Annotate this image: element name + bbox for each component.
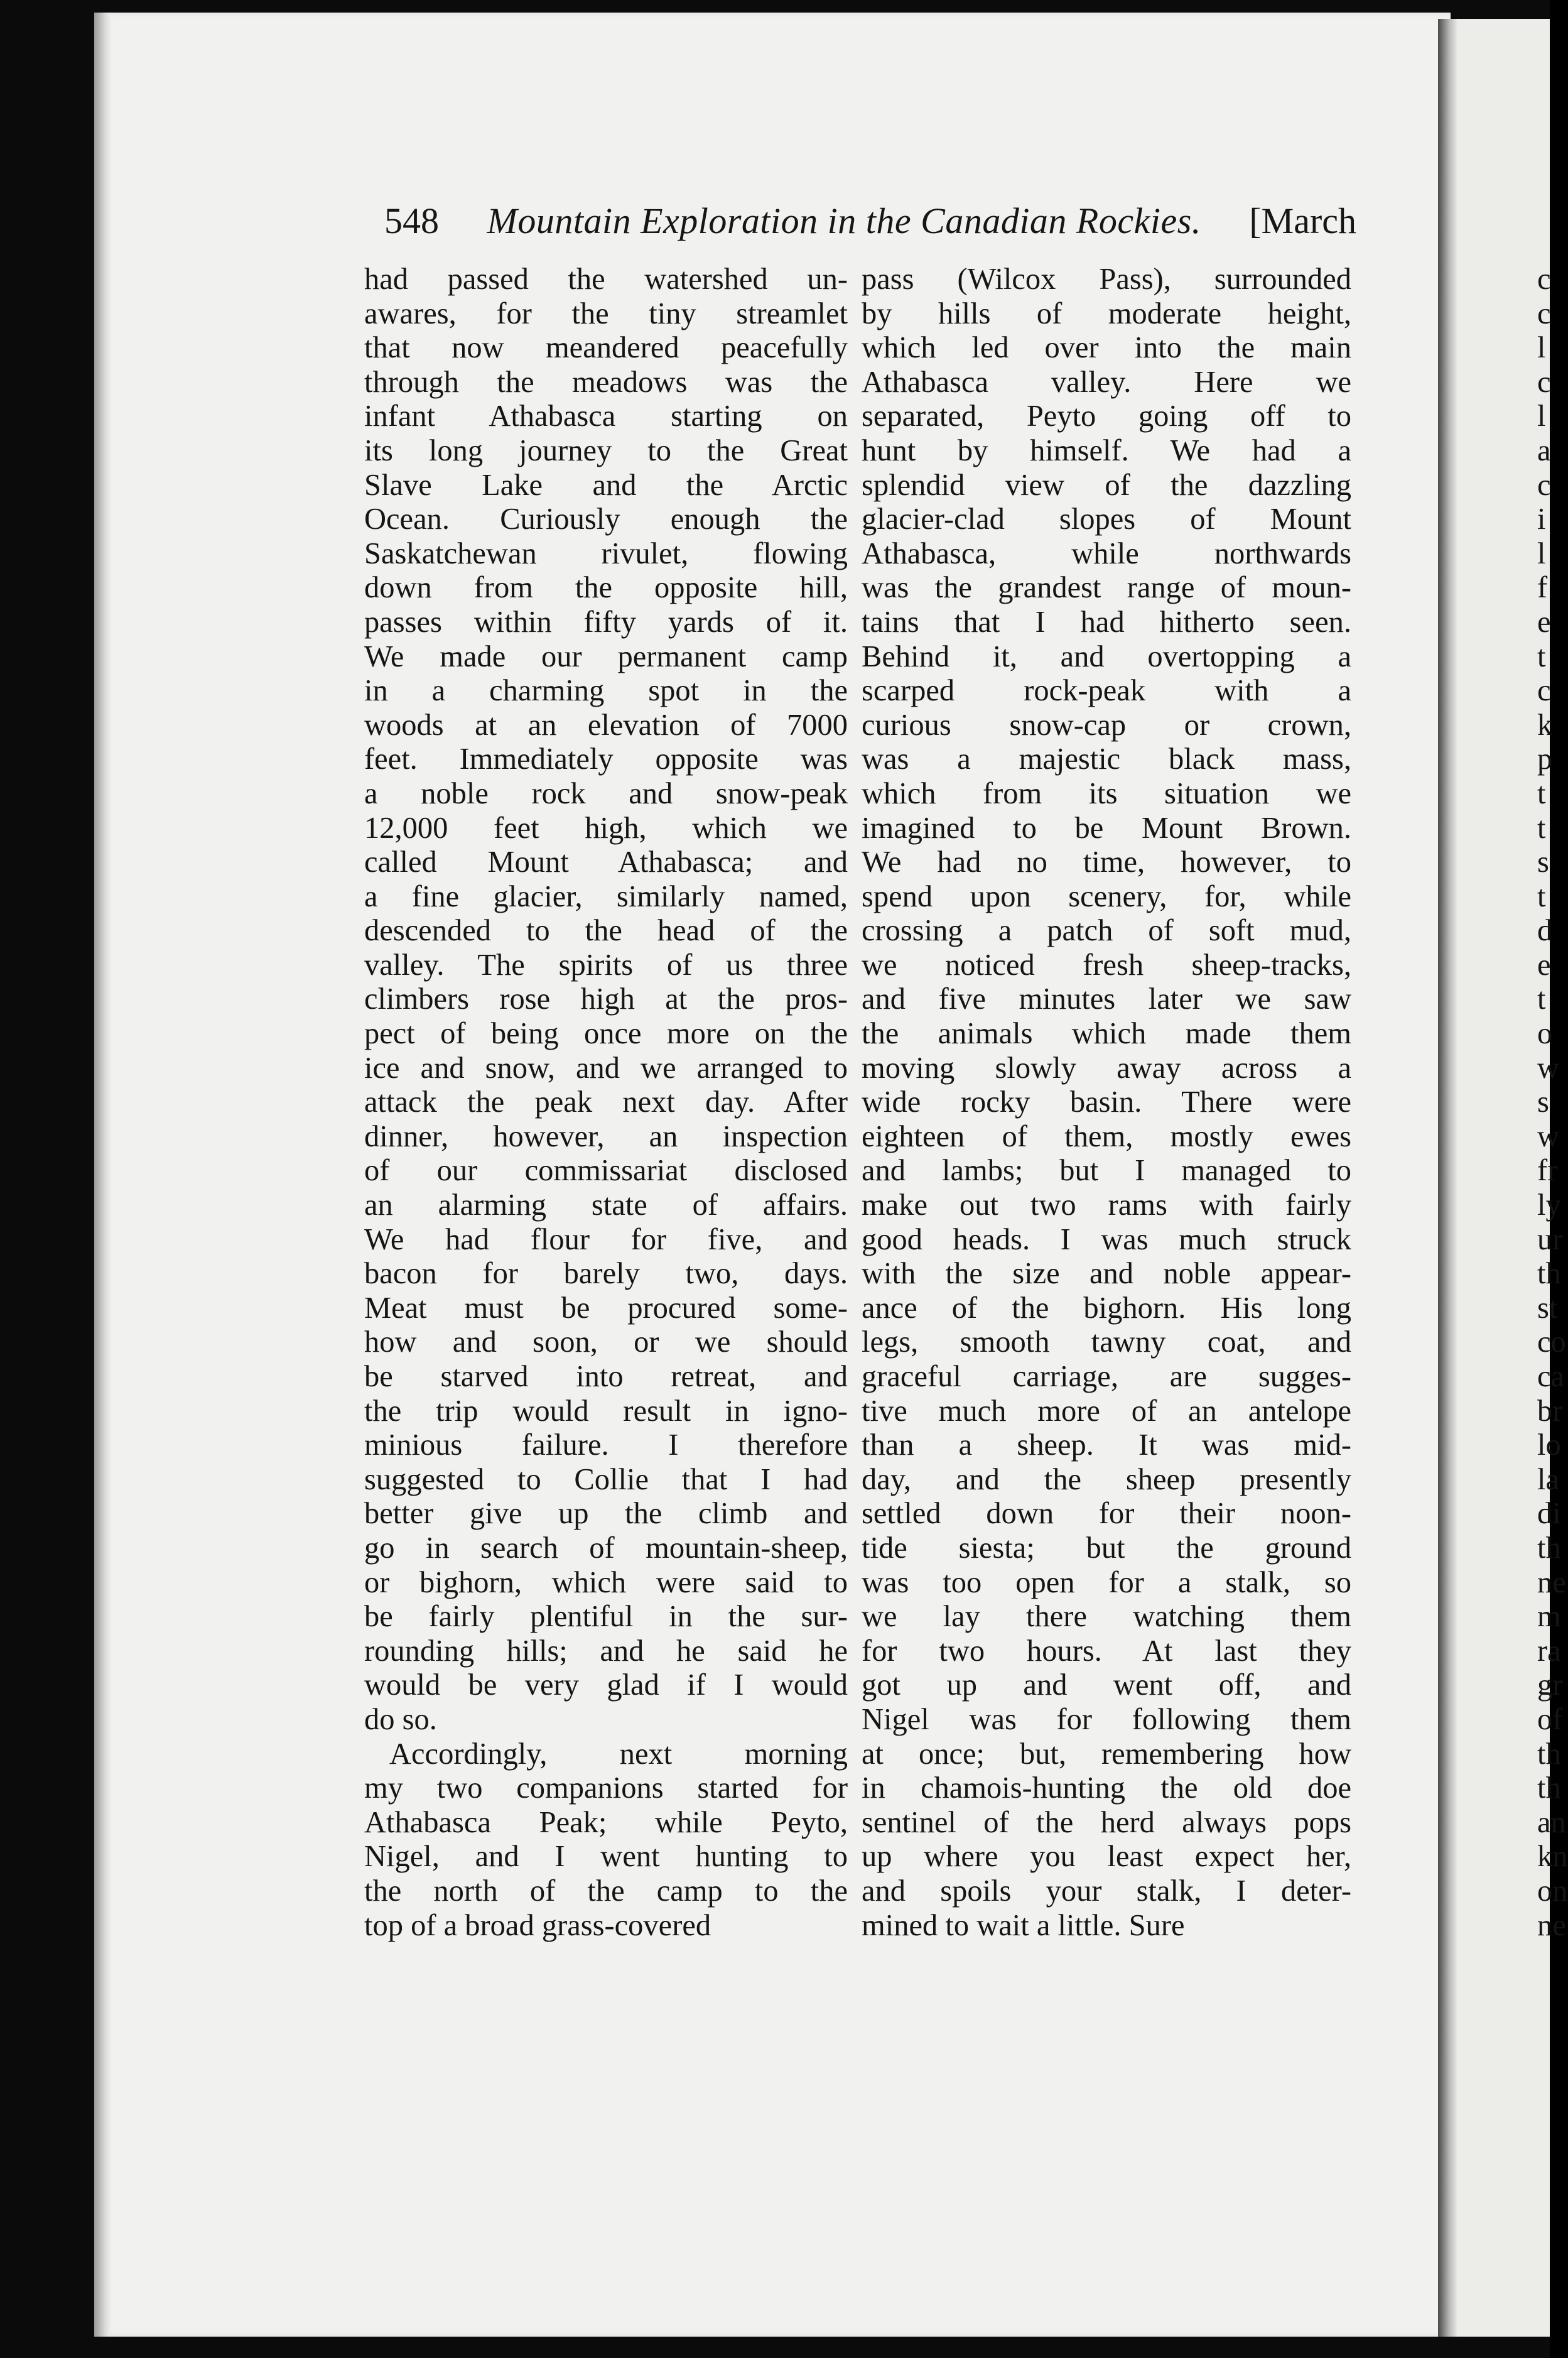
text-line: a fine glacier, similarly named, xyxy=(364,879,848,913)
facing-line-fragment: t xyxy=(1537,776,1546,810)
facing-line-fragment: l xyxy=(1537,399,1546,433)
text-line: moving slowly away across a xyxy=(862,1051,1351,1085)
facing-line-fragment: t xyxy=(1537,639,1546,673)
text-line: crossing a patch of soft mud, xyxy=(862,914,1351,948)
text-line: We had flour for five, and xyxy=(364,1222,848,1256)
text-line: a noble rock and snow-peak xyxy=(364,776,848,810)
text-line: curious snow-cap or crown, xyxy=(862,708,1351,742)
facing-page-text xyxy=(1537,263,1568,1943)
facing-line-fragment: e xyxy=(1537,948,1551,982)
text-line: minious failure. I therefore xyxy=(364,1428,848,1462)
text-line: Athabasca, while northwards xyxy=(862,536,1351,570)
text-line: at once; but, remembering how xyxy=(862,1737,1351,1771)
text-line: and five minutes later we saw xyxy=(862,982,1351,1016)
facing-line-fragment: t xyxy=(1537,811,1546,845)
facing-line-fragment: e xyxy=(1537,605,1551,639)
text-line: than a sheep. It was mid- xyxy=(862,1428,1351,1462)
text-line: descended to the head of the xyxy=(364,914,848,948)
text-line: with the size and noble appear- xyxy=(862,1257,1351,1291)
facing-line-fragment: p xyxy=(1537,742,1553,776)
text-line: Nigel was for following them xyxy=(862,1702,1351,1736)
text-line: Accordingly, next morning xyxy=(389,1737,848,1771)
facing-line-fragment: lo xyxy=(1537,1428,1561,1462)
facing-line-fragment: s xyxy=(1537,845,1549,879)
facing-line-fragment: kn xyxy=(1537,1840,1568,1874)
text-line: glacier-clad slopes of Mount xyxy=(862,503,1351,536)
facing-line-fragment: ca xyxy=(1537,1360,1565,1393)
text-line: the trip would result in igno- xyxy=(364,1394,848,1428)
text-line: feet. Immediately opposite was xyxy=(364,742,848,776)
text-line: dinner, however, an inspection xyxy=(364,1119,848,1153)
text-line: my two companions started for xyxy=(364,1771,848,1805)
facing-line-fragment: d xyxy=(1537,914,1553,948)
text-line: be fairly plentiful in the sur- xyxy=(364,1600,848,1634)
text-line: or bighorn, which were said to xyxy=(364,1565,848,1599)
facing-line-fragment: k xyxy=(1537,708,1553,742)
facing-line-fragment: a xyxy=(1537,433,1551,467)
text-line: how and soon, or we should xyxy=(364,1325,848,1359)
text-line: by hills of moderate height, xyxy=(862,296,1351,330)
text-line: tive much more of an antelope xyxy=(862,1394,1351,1428)
text-line: Meat must be procured some- xyxy=(364,1291,848,1325)
page-gutter-shadow xyxy=(94,13,111,2337)
text-line: awares, for the tiny streamlet xyxy=(364,296,848,330)
text-line: climbers rose high at the pros- xyxy=(364,982,848,1016)
facing-page-edge xyxy=(1438,19,1457,2337)
text-line: settled down for their noon- xyxy=(862,1497,1351,1531)
text-line: legs, smooth tawny coat, and xyxy=(862,1325,1351,1359)
text-line: in chamois-hunting the old doe xyxy=(862,1771,1351,1805)
facing-line-fragment: c xyxy=(1537,296,1551,330)
text-line: would be very glad if I would xyxy=(364,1668,848,1702)
facing-line-fragment: w xyxy=(1537,1119,1560,1153)
text-line: of our commissariat disclosed xyxy=(364,1154,848,1188)
facing-line-fragment: l xyxy=(1537,331,1546,365)
text-column-left xyxy=(364,263,848,1943)
text-line: be starved into retreat, and xyxy=(364,1360,848,1393)
facing-line-fragment: c xyxy=(1537,674,1551,708)
text-line: suggested to Collie that I had xyxy=(364,1462,848,1496)
text-line: valley. The spirits of us three xyxy=(364,948,848,982)
text-line: in a charming spot in the xyxy=(364,674,848,708)
text-line: Behind it, and overtopping a xyxy=(862,639,1351,673)
text-line: Athabasca Peak; while Peyto, xyxy=(364,1805,848,1839)
text-line: go in search of mountain-sheep, xyxy=(364,1531,848,1565)
text-line: rounding hills; and he said he xyxy=(364,1634,848,1668)
text-line: Saskatchewan rivulet, flowing xyxy=(364,536,848,570)
facing-line-fragment: i xyxy=(1537,503,1546,536)
text-line: bacon for barely two, days. xyxy=(364,1257,848,1291)
facing-line-fragment: ur xyxy=(1537,1222,1563,1256)
facing-line-fragment: s xyxy=(1537,1085,1549,1119)
text-line: separated, Peyto going off to xyxy=(862,399,1351,433)
text-line: and spoils your stalk, I deter- xyxy=(862,1874,1351,1908)
text-line: wide rocky basin. There were xyxy=(862,1085,1351,1119)
text-line: which from its situation we xyxy=(862,776,1351,810)
facing-line-fragment: la xyxy=(1537,1462,1560,1496)
facing-line-fragment: an xyxy=(1537,1805,1566,1839)
facing-line-fragment: l xyxy=(1537,536,1546,570)
text-line: make out two rams with fairly xyxy=(862,1188,1351,1222)
facing-line-fragment: th xyxy=(1537,1771,1561,1805)
text-line: good heads. I was much struck xyxy=(862,1222,1351,1256)
facing-line-fragment: ly xyxy=(1537,1188,1561,1222)
facing-line-fragment: fr xyxy=(1537,1154,1558,1188)
text-line: an alarming state of affairs. xyxy=(364,1188,848,1222)
text-line: down from the opposite hill, xyxy=(364,571,848,605)
text-line: Ocean. Curiously enough the xyxy=(364,503,848,536)
text-line: passes within fifty yards of it. xyxy=(364,605,848,639)
facing-line-fragment: on xyxy=(1537,1874,1568,1908)
facing-line-fragment: ne xyxy=(1537,1565,1566,1599)
text-line: through the meadows was the xyxy=(364,365,848,399)
text-line: eighteen of them, mostly ewes xyxy=(862,1119,1351,1153)
text-line: scarped rock-peak with a xyxy=(862,674,1351,708)
text-line: 12,000 feet high, which we xyxy=(364,811,848,845)
facing-line-fragment: st xyxy=(1537,1291,1558,1325)
text-line: was a majestic black mass, xyxy=(862,742,1351,776)
text-line: spend upon scenery, for, while xyxy=(862,879,1351,913)
facing-line-fragment: w xyxy=(1537,1051,1560,1085)
facing-line-fragment: t xyxy=(1537,982,1546,1016)
facing-line-fragment: di xyxy=(1537,1497,1561,1531)
text-line: mined to wait a little. Sure xyxy=(862,1908,1185,1942)
facing-line-fragment: c xyxy=(1537,468,1551,502)
text-line: we lay there watching them xyxy=(862,1600,1351,1634)
facing-line-fragment: ra xyxy=(1537,1634,1561,1668)
facing-line-fragment: co xyxy=(1537,1325,1566,1359)
text-line: day, and the sheep presently xyxy=(862,1462,1351,1496)
text-line: Slave Lake and the Arctic xyxy=(364,468,848,502)
facing-line-fragment: c xyxy=(1537,263,1551,296)
text-line: ice and snow, and we arranged to xyxy=(364,1051,848,1085)
facing-line-fragment: o xyxy=(1537,1017,1553,1051)
text-line: We made our permanent camp xyxy=(364,639,848,673)
text-line: which led over into the main xyxy=(862,331,1351,365)
text-line: top of a broad grass-covered xyxy=(364,1908,711,1942)
text-line: up where you least expect her, xyxy=(862,1840,1351,1874)
facing-line-fragment: of xyxy=(1537,1702,1563,1736)
text-line: imagined to be Mount Brown. xyxy=(862,811,1351,845)
text-line: hunt by himself. We had a xyxy=(862,433,1351,467)
text-line: we noticed fresh sheep-tracks, xyxy=(862,948,1351,982)
facing-line-fragment: gr xyxy=(1537,1668,1563,1702)
text-line: called Mount Athabasca; and xyxy=(364,845,848,879)
text-line: pect of being once more on the xyxy=(364,1017,848,1051)
facing-line-fragment: br xyxy=(1537,1394,1563,1428)
text-line: better give up the climb and xyxy=(364,1497,848,1531)
text-line: Athabasca valley. Here we xyxy=(862,365,1351,399)
text-line: infant Athabasca starting on xyxy=(364,399,848,433)
running-header xyxy=(384,200,1356,256)
text-line: We had no time, however, to xyxy=(862,845,1351,879)
text-line: was too open for a stalk, so xyxy=(862,1565,1351,1599)
text-line: graceful carriage, are sugges- xyxy=(862,1360,1351,1393)
facing-line-fragment: f xyxy=(1537,571,1548,605)
text-line: tide siesta; but the ground xyxy=(862,1531,1351,1565)
text-line: the animals which made them xyxy=(862,1017,1351,1051)
running-title: Mountain Exploration in the Canadian Rockies. xyxy=(487,200,1201,241)
facing-line-fragment: th xyxy=(1537,1531,1561,1565)
facing-line-fragment: c xyxy=(1537,365,1551,399)
text-line: splendid view of the dazzling xyxy=(862,468,1351,502)
facing-line-fragment: ne xyxy=(1537,1908,1566,1942)
text-line: the north of the camp to the xyxy=(364,1874,848,1908)
text-line: pass (Wilcox Pass), surrounded xyxy=(862,263,1351,296)
text-line: attack the peak next day. After xyxy=(364,1085,848,1119)
text-line: that now meandered peacefully xyxy=(364,331,848,365)
text-column-right xyxy=(862,263,1351,1943)
text-line: Nigel, and I went hunting to xyxy=(364,1840,848,1874)
text-line: do so. xyxy=(364,1702,437,1736)
facing-line-fragment: t xyxy=(1537,879,1546,913)
text-line: was the grandest range of moun- xyxy=(862,571,1351,605)
page-number: 548 xyxy=(384,200,439,241)
text-line: sentinel of the herd always pops xyxy=(862,1805,1351,1839)
text-line: tains that I had hitherto seen. xyxy=(862,605,1351,639)
text-line: got up and went off, and xyxy=(862,1668,1351,1702)
text-line: woods at an elevation of 7000 xyxy=(364,708,848,742)
running-month: [March xyxy=(1249,200,1356,241)
facing-line-fragment: m xyxy=(1537,1600,1561,1634)
text-line: its long journey to the Great xyxy=(364,433,848,467)
facing-line-fragment: th xyxy=(1537,1257,1561,1291)
text-line: for two hours. At last they xyxy=(862,1634,1351,1668)
facing-line-fragment: th xyxy=(1537,1737,1561,1771)
text-line: ance of the bighorn. His long xyxy=(862,1291,1351,1325)
text-line: had passed the watershed un- xyxy=(364,263,848,296)
text-line: and lambs; but I managed to xyxy=(862,1154,1351,1188)
